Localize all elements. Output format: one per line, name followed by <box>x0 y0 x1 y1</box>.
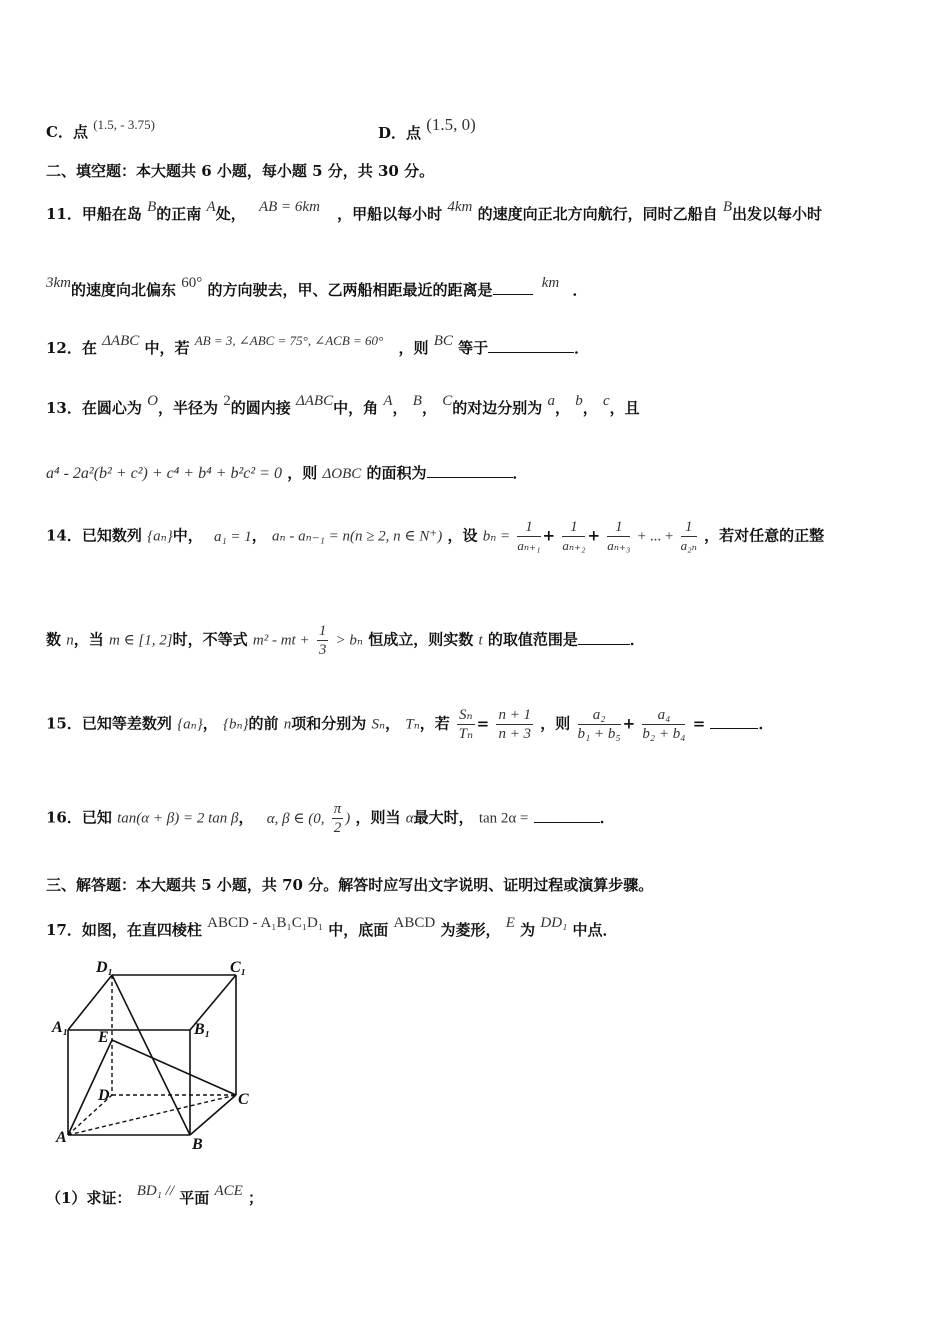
prism-figure <box>40 950 270 1160</box>
label-b1: B₁ <box>194 1021 211 1038</box>
question-15: 15．已知等差数列 {aₙ}， {bₙ}的前 n项和分别为 Sₙ， Tₙ，若 $\frac{\text{Sₙ}}{\text{Tₙ}}$ = $\frac{n + 1}{n + 3}$ ，则 $\frac{\text{a₂}}{\text{b₁ + b₅}}$ + $\frac{\text{a₄}}{\text{b₂ + b₄}}$ = ． <box>46 707 774 742</box>
edge-d1a1 <box>68 975 112 1030</box>
question-13-line-2: a⁴ - 2a²(b² + c²) + c⁴ + b⁴ + b²c² = 0 ，则 ΔOBC 的面积为 ． <box>46 464 528 482</box>
option-d: D．点 (1.5, 0) <box>378 115 476 142</box>
label-d: D <box>98 1087 110 1104</box>
question-16: 16．已知 tan(α + β) = 2 tan β， α, β ∈ (0, $\frac{\pi}{2}$ ) ，则当 α最大时， tan 2α = ． <box>46 801 615 836</box>
answer-blank-14[interactable] <box>578 630 630 645</box>
question-11-line-1: 11．甲船在岛 B的正南 A处， AB = 6km ，甲船以每小时 4km 的速度向正北方向航行，同时乙船自 B出发以每小时 <box>46 199 823 223</box>
section-3-heading: 三、解答题：本大题共 5 小题，共 70 分。解答时应写出文字说明、证明过程或演算步骤。 <box>46 876 654 894</box>
answer-blank-11[interactable] <box>493 280 533 295</box>
question-12: 12．在 ΔABC 中，若 AB = 3, ∠ABC = 75°, ∠ACB = 60° ，则 BC 等于 ． <box>46 333 590 357</box>
label-d1: D₁ <box>96 959 114 976</box>
question-14-line-2: 数 n，当 m ∈ [1, 2]时，不等式 m² - mt + $\frac{1}{3}$ > bₙ 恒成立，则实数 t 的取值范围是 ． <box>46 623 645 658</box>
option-c-value: (1.5, - 3.75) <box>93 117 155 132</box>
question-13-line-1: 13．在圆心为 O，半径为 2的圆内接 ΔABC中，角 A， B， C的对边分别为 a， b， c，且 <box>46 393 640 417</box>
question-17: 17．如图，在直四棱柱 ABCD - A₁B₁C₁D₁ 中，底面 ABCD 为菱形， E 为 DD₁ 中点． <box>46 915 618 939</box>
label-a1: A₁ <box>52 1019 69 1036</box>
option-c: C．点 (1.5, - 3.75) <box>46 117 155 141</box>
answer-blank-12[interactable] <box>488 338 574 353</box>
question-14-line-1: 14．已知数列 {aₙ}中， a₁ = 1， aₙ - aₙ₋₁ = n(n ≥ 2, n ∈ N⁺) ，设 bₙ = $\frac{1}{\text{aₙ₊₁}}$ + $\frac{1}{\text{aₙ₊₂}}$ + $\frac{1}{\text{aₙ₊₃}}$ + ... + $\frac{1}{\text{a₂ₙ}}$ ，若对任意的正整 <box>46 519 825 553</box>
label-a: A <box>56 1129 67 1146</box>
answer-blank-16[interactable] <box>534 808 600 823</box>
question-11-line-2: 3km的速度向北偏东 60° 的方向驶去，甲、乙两船相距最近的距离是 km ． <box>46 275 588 299</box>
segment-bd1 <box>112 975 190 1135</box>
section-2-heading: 二、填空题：本大题共 6 小题，每小题 5 分，共 30 分。 <box>46 162 435 180</box>
option-d-value: (1.5, 0) <box>426 115 476 134</box>
segment-ec <box>112 1040 236 1095</box>
answer-blank-13[interactable] <box>427 463 513 478</box>
label-c1: C₁ <box>230 959 247 976</box>
label-e: E <box>98 1029 109 1046</box>
segment-ac-hidden <box>68 1095 236 1135</box>
question-17-part-1: （1）求证： BD₁ // 平面 ACE ； <box>46 1183 264 1207</box>
label-b: B <box>192 1136 203 1153</box>
label-c: C <box>238 1091 249 1108</box>
answer-blank-15[interactable] <box>710 714 758 729</box>
